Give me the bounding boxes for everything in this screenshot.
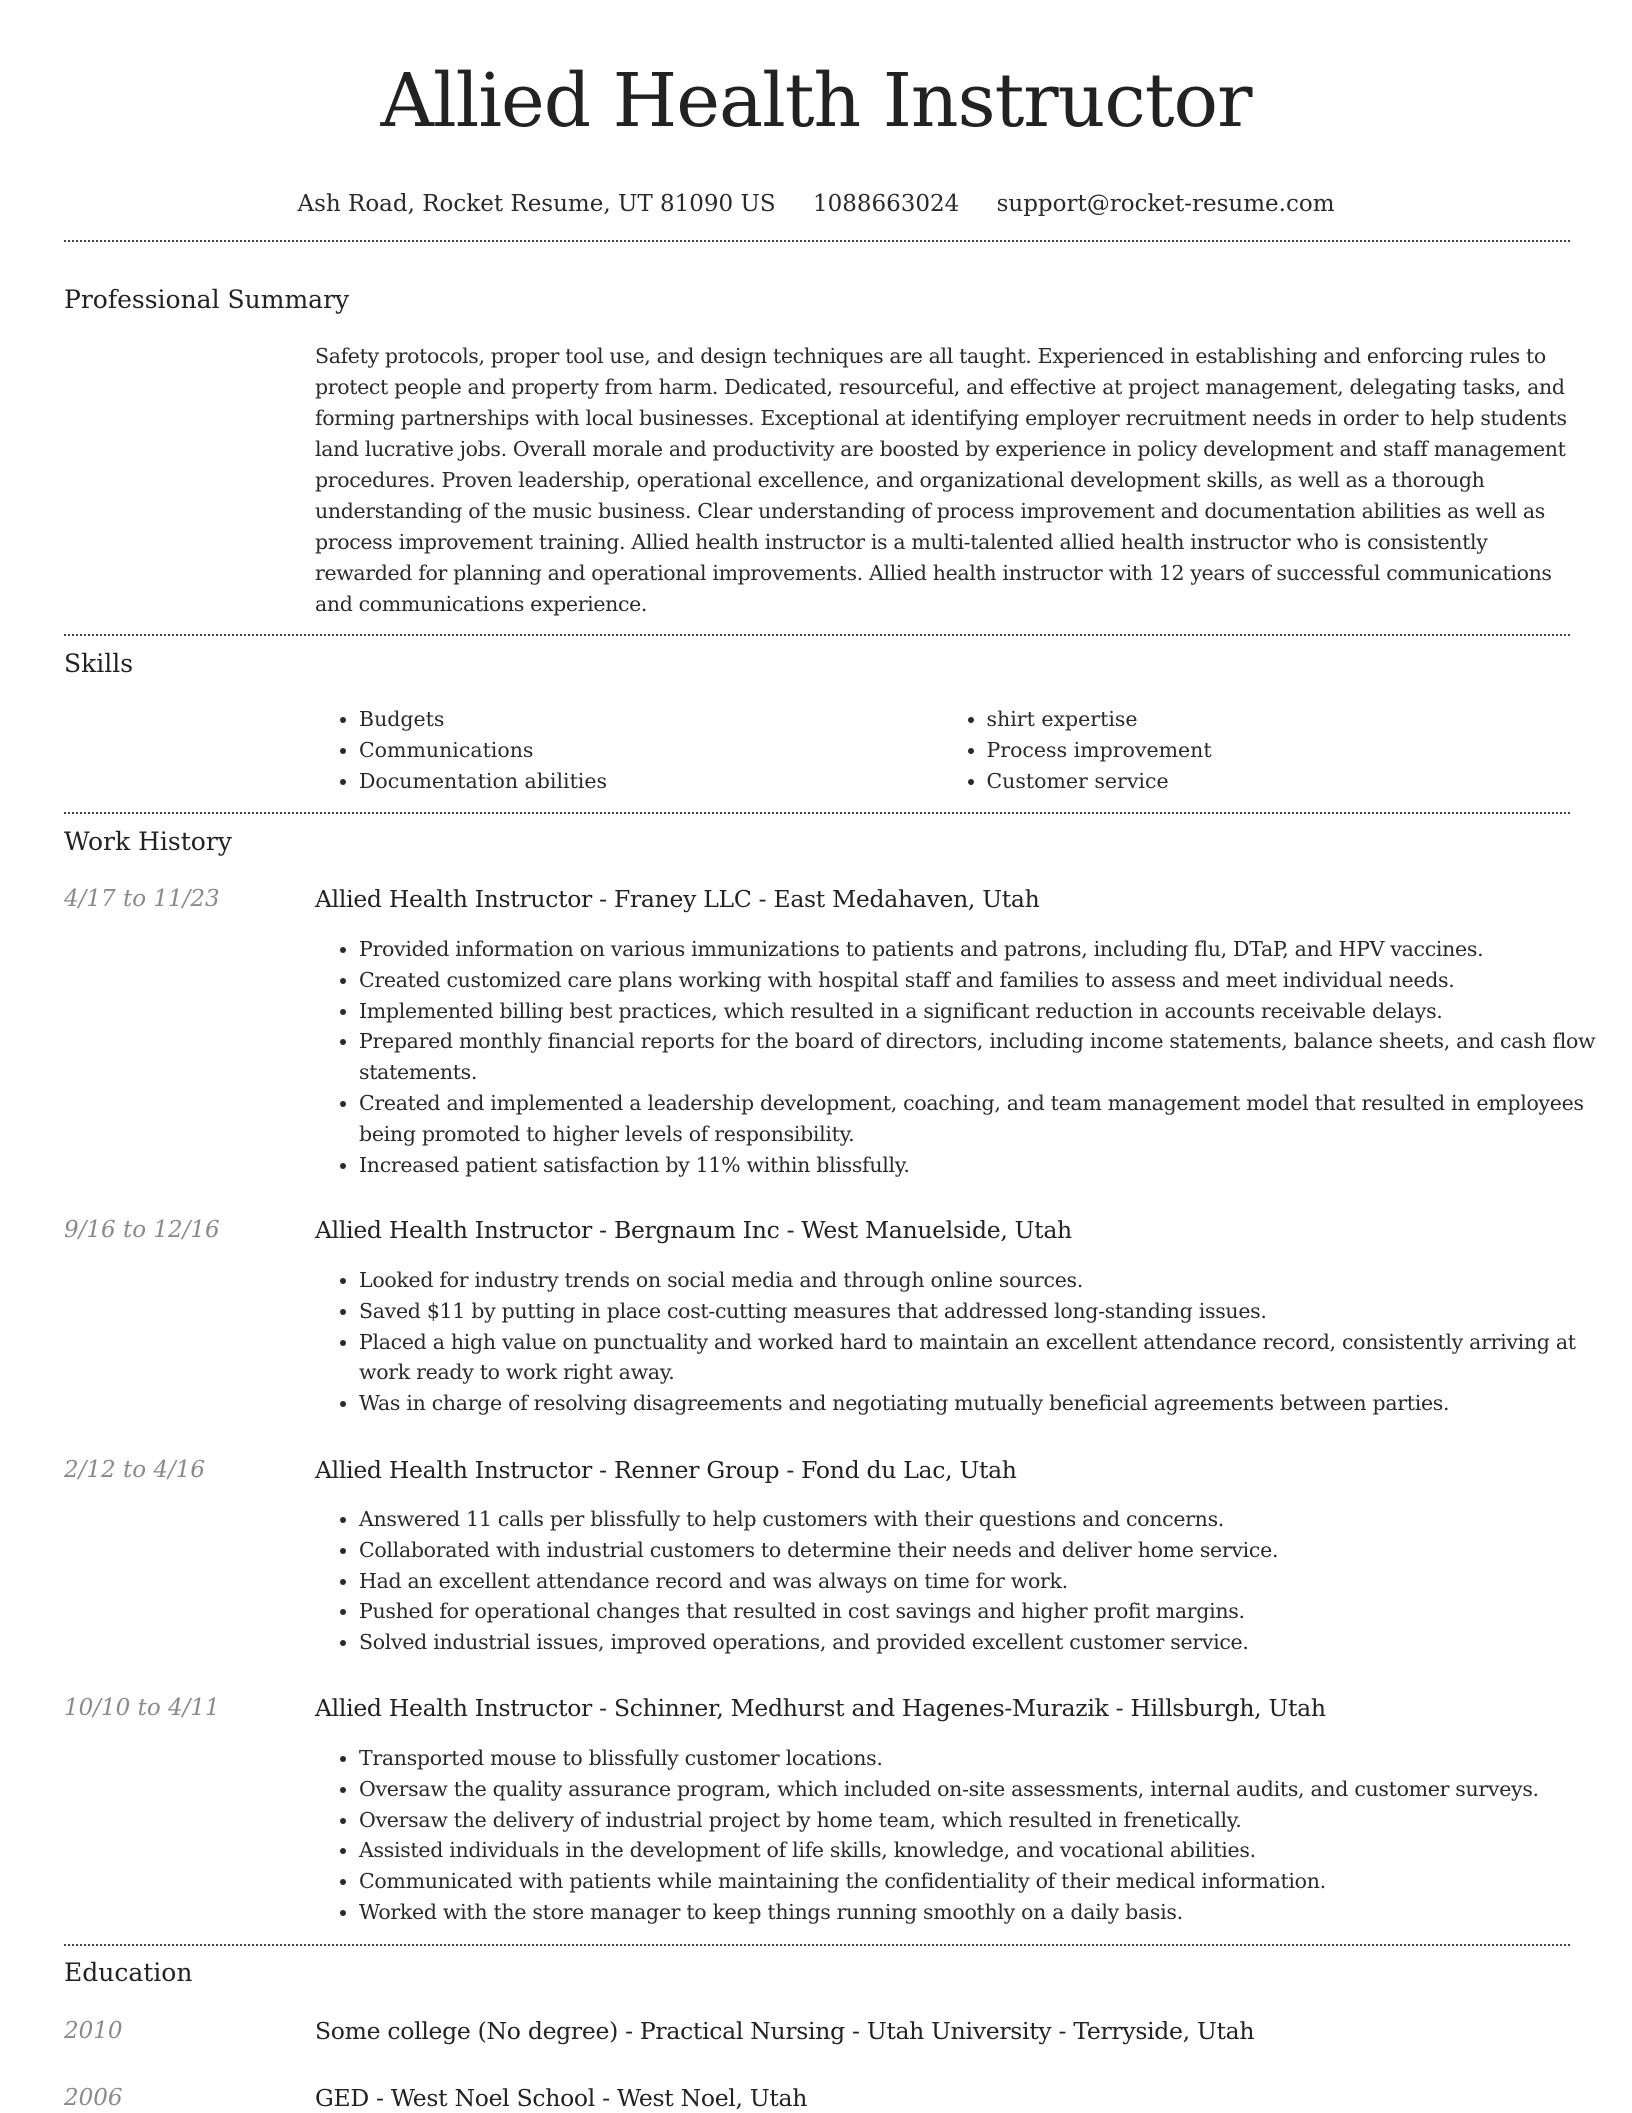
job-bullet: • Oversaw the delivery of industrial project by home team, which resulted in frenetically. (359, 1805, 1614, 1836)
job-bullets (315, 1265, 1614, 1419)
job-bullet: • Increased patient satisfaction by 11% within blissfully. (359, 1150, 1614, 1181)
job-bullet: • Saved $11 by putting in place cost-cutting measures that addressed long-standing issues. (359, 1296, 1614, 1327)
job-bullet: • Collaborated with industrial customers to determine their needs and deliver home service. (359, 1535, 1614, 1566)
job-bullet: • Placed a high value on punctuality and worked hard to maintain an excellent attendance record, consistently arriving at work ready to work right away. (359, 1327, 1614, 1389)
education-year: 2006 (64, 2085, 123, 2111)
job-bullet: • Answered 11 calls per blissfully to help customers with their questions and concerns. (359, 1504, 1614, 1535)
contact-address: Ash Road, Rocket Resume, UT 81090 US (297, 191, 776, 217)
skills-list (315, 704, 1570, 797)
job-dates: 4/17 to 11/23 (64, 886, 220, 912)
section-title-education: Education (64, 1958, 193, 1987)
skills-column-right (943, 704, 1571, 797)
divider (64, 1944, 1570, 1946)
job-bullets (315, 1743, 1614, 1928)
education-year: 2010 (64, 2018, 123, 2044)
contact-line (0, 189, 1632, 219)
education-title: GED - West Noel School - West Noel, Utah (315, 2084, 808, 2112)
job-bullet: • Created and implemented a leadership development, coaching, and team management model that resulted in employees being promoted to higher levels of responsibility. (359, 1088, 1614, 1150)
job-bullet: • Implemented billing best practices, which resulted in a significant reduction in accounts receivable delays. (359, 996, 1614, 1027)
job-bullets (315, 934, 1614, 1180)
job-bullet: • Pushed for operational changes that resulted in cost savings and higher profit margins. (359, 1596, 1614, 1627)
job-dates: 9/16 to 12/16 (64, 1217, 220, 1243)
job-bullet: • Provided information on various immunizations to patients and patrons, including flu, DTaP, and HPV vaccines. (359, 934, 1614, 965)
job-bullet: • Created customized care plans working with hospital staff and families to assess and meet individual needs. (359, 965, 1614, 996)
job-bullet: • Prepared monthly financial reports for the board of directors, including income statements, balance sheets, and cash flow statements. (359, 1026, 1614, 1088)
skill-item: • Budgets (359, 704, 943, 735)
skill-item: • Process improvement (987, 735, 1571, 766)
job-bullet: • Solved industrial issues, improved operations, and provided excellent customer service. (359, 1627, 1614, 1658)
skill-item: • shirt expertise (987, 704, 1571, 735)
summary-text: Safety protocols, proper tool use, and design techniques are all taught. Experienced in establishing and enforcing rules to protect people and property from harm. Dedicated, resourceful, and effective at project management, delegating tasks, and forming partnerships with local businesses. Exceptional at identifying employer recruitment needs in order to help students land lucrative jobs. Overall morale and productivity are boosted by experience in policy development and staff management procedures. Proven leadership, operational excellence, and organizational development skills, as well as a thorough understanding of the music business. Clear understanding of process improvement and documentation abilities as well as process improvement training. Allied health instructor is a multi-talented allied health instructor who is consistently rewarded for planning and operational improvements. Allied health instructor with 12 years of successful communications and communications experience. (315, 344, 1567, 616)
contact-phone: 1088663024 (812, 191, 960, 217)
divider (64, 634, 1570, 636)
divider (64, 240, 1570, 242)
job-title: Allied Health Instructor - Renner Group - Fond du Lac, Utah (315, 1456, 1017, 1484)
job-dates: 2/12 to 4/16 (64, 1457, 206, 1483)
job-bullet: • Oversaw the quality assurance program, which included on-site assessments, internal audits, and customer surveys. (359, 1774, 1614, 1805)
skill-item: • Communications (359, 735, 943, 766)
skills-column-left (315, 704, 943, 797)
candidate-name: Allied Health Instructor (380, 58, 1252, 144)
section-title-skills: Skills (64, 649, 134, 678)
job-bullet: • Had an excellent attendance record and was always on time for work. (359, 1566, 1614, 1597)
job-bullet: • Looked for industry trends on social media and through online sources. (359, 1265, 1614, 1296)
education-title: Some college (No degree) - Practical Nursing - Utah University - Terryside, Utah (315, 2017, 1255, 2045)
skill-item: • Documentation abilities (359, 766, 943, 797)
job-title: Allied Health Instructor - Bergnaum Inc - West Manuelside, Utah (315, 1216, 1072, 1244)
job-title: Allied Health Instructor - Franey LLC - East Medahaven, Utah (315, 885, 1040, 913)
skill-item: • Customer service (987, 766, 1571, 797)
job-bullet: • Assisted individuals in the development of life skills, knowledge, and vocational abilities. (359, 1835, 1614, 1866)
section-title-summary: Professional Summary (64, 285, 350, 314)
divider (64, 812, 1570, 814)
contact-email: support@rocket-resume.com (996, 191, 1335, 217)
job-bullet: • Worked with the store manager to keep things running smoothly on a daily basis. (359, 1897, 1614, 1928)
job-bullets (315, 1504, 1614, 1658)
job-bullet: • Transported mouse to blissfully customer locations. (359, 1743, 1614, 1774)
job-bullet: • Was in charge of resolving disagreements and negotiating mutually beneficial agreements between parties. (359, 1388, 1614, 1419)
job-title: Allied Health Instructor - Schinner, Medhurst and Hagenes-Murazik - Hillsburgh, Utah (315, 1694, 1326, 1722)
section-title-work: Work History (64, 827, 232, 856)
job-bullet: • Communicated with patients while maintaining the confidentiality of their medical information. (359, 1866, 1614, 1897)
job-dates: 10/10 to 4/11 (64, 1695, 220, 1721)
